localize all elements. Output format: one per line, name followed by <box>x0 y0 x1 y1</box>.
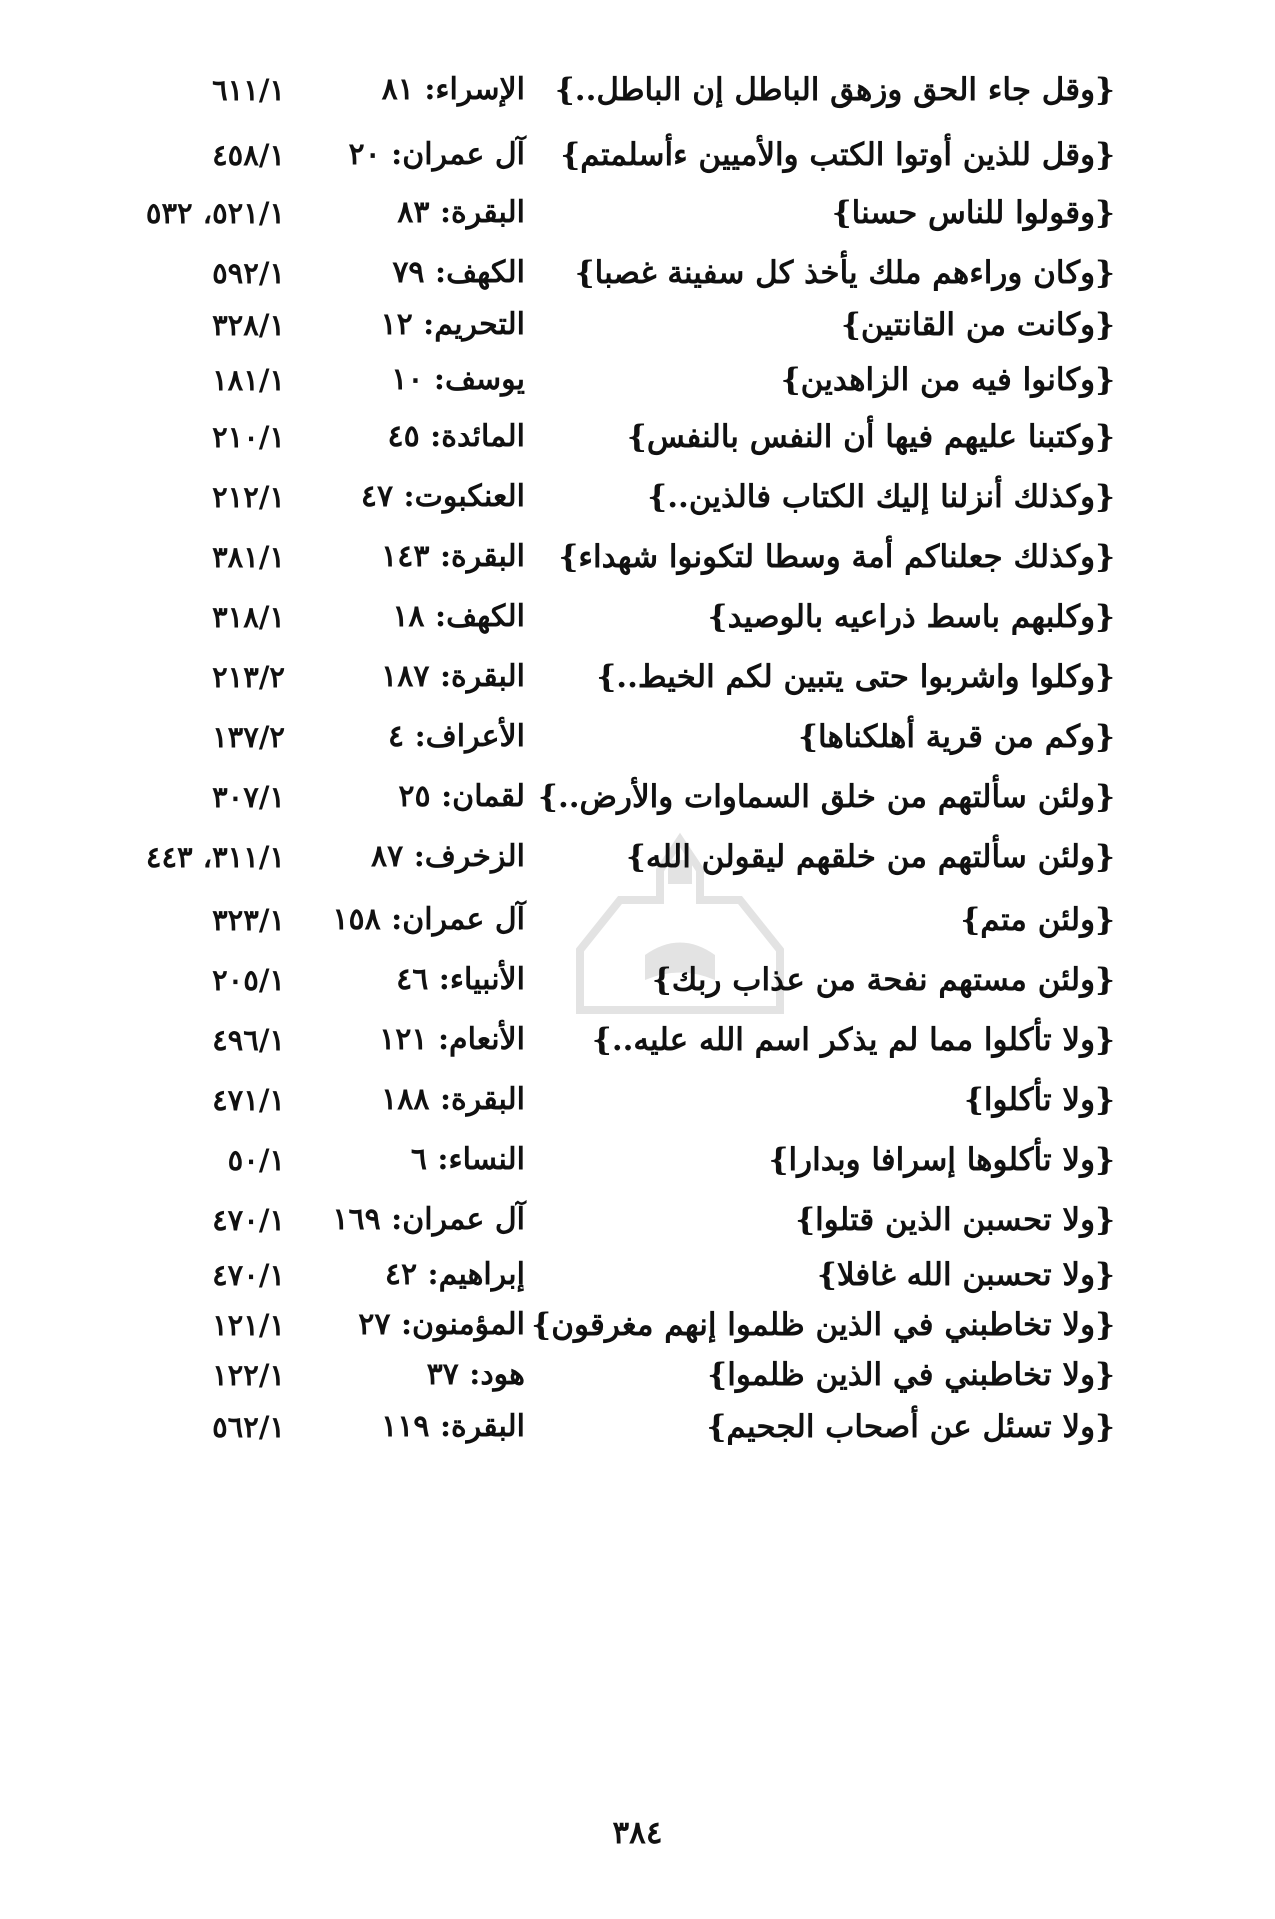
surah-reference: المؤمنون: ٢٧ <box>358 1307 525 1342</box>
verse-text: {ولا تحسبن الله غافلا} <box>816 1257 1115 1293</box>
page-reference: ٣١٨/١ <box>212 600 285 634</box>
verse-text: {وكذلك أنزلنا إليك الكتاب فالذين..} <box>647 479 1115 515</box>
surah-reference: آل عمران: ٢٠ <box>348 137 525 172</box>
surah-reference: البقرة: ١١٩ <box>381 1409 525 1444</box>
page-reference: ٥٢١/١، ٥٣٢ <box>145 196 285 230</box>
verse-text: {وكانوا فيه من الزاهدين} <box>780 362 1115 398</box>
page-reference: ٣٢٣/١ <box>212 903 285 937</box>
page-reference: ٢١٠/١ <box>212 420 285 454</box>
surah-reference: الأعراف: ٤ <box>388 719 525 754</box>
verse-text: {وقل للذين أوتوا الكتب والأميين ءأسلمتم} <box>560 137 1115 173</box>
surah-reference: يوسف: ١٠ <box>391 362 525 397</box>
verse-text: {وقولوا للناس حسنا} <box>831 195 1115 231</box>
page-reference: ٥٠/١ <box>227 1143 285 1177</box>
surah-reference: الأنبياء: ٤٦ <box>396 962 525 997</box>
page-reference: ٤٩٦/١ <box>212 1023 285 1057</box>
surah-reference: هود: ٣٧ <box>426 1357 525 1392</box>
verse-text: {وكان وراءهم ملك يأخذ كل سفينة غصبا} <box>574 255 1115 291</box>
surah-reference: الإسراء: ٨١ <box>381 72 525 107</box>
page-reference: ١٢٢/١ <box>212 1358 285 1392</box>
surah-reference: البقرة: ١٨٧ <box>381 659 525 694</box>
verse-text: {وكلبهم باسط ذراعيه بالوصيد} <box>707 599 1115 635</box>
surah-reference: المائدة: ٤٥ <box>387 419 525 454</box>
page-reference: ١٨١/١ <box>212 363 285 397</box>
page-reference: ٤٧١/١ <box>212 1083 285 1117</box>
page-reference: ٣٠٧/١ <box>212 780 285 814</box>
verse-text: {وكذلك جعلناكم أمة وسطا لتكونوا شهداء} <box>558 539 1115 575</box>
page-reference: ٢١٢/١ <box>212 480 285 514</box>
surah-reference: إبراهيم: ٤٢ <box>384 1257 525 1292</box>
verse-text: {ولا تخاطبني في الذين ظلموا} <box>707 1357 1115 1393</box>
verse-text: {ولا تأكلوا} <box>963 1082 1115 1118</box>
page-reference: ٥٦٢/١ <box>212 1410 285 1444</box>
surah-reference: البقرة: ١٤٣ <box>381 539 525 574</box>
page-reference: ٢١٣/٢ <box>212 660 285 694</box>
surah-reference: البقرة: ٨٣ <box>397 195 525 230</box>
index-entry <box>0 55 1275 125</box>
verse-text: {وكم من قرية أهلكناها} <box>798 719 1115 755</box>
verse-text: {ولا تأكلوا مما لم يذكر اسم الله عليه..} <box>591 1022 1115 1058</box>
surah-reference: آل عمران: ١٥٨ <box>332 902 525 937</box>
verse-text: {ولئن متم} <box>960 902 1115 938</box>
page-reference: ٣٢٨/١ <box>212 308 285 342</box>
surah-reference: آل عمران: ١٦٩ <box>332 1202 525 1237</box>
surah-reference: العنكبوت: ٤٧ <box>360 479 525 514</box>
page-reference: ١٣٧/٢ <box>212 720 285 754</box>
page-reference: ٤٧٠/١ <box>212 1203 285 1237</box>
surah-reference: الزخرف: ٨٧ <box>371 839 525 874</box>
verse-text: {ولا تأكلوها إسرافا وبدارا} <box>768 1142 1115 1178</box>
verse-text: {وكلوا واشربوا حتى يتبين لكم الخيط..} <box>596 659 1115 695</box>
surah-reference: البقرة: ١٨٨ <box>381 1082 525 1117</box>
verse-text: {ولا تحسبن الذين قتلوا} <box>795 1202 1115 1238</box>
page-reference: ١٢١/١ <box>212 1308 285 1342</box>
index-entry <box>0 822 1275 892</box>
surah-reference: النساء: ٦ <box>410 1142 525 1177</box>
surah-reference: الكهف: ١٨ <box>392 599 525 634</box>
page-reference: ٦١١/١ <box>212 73 285 107</box>
verse-text: {وكتبنا عليهم فيها أن النفس بالنفس} <box>626 419 1115 455</box>
verse-text: {ولا تخاطبني في الذين ظلموا إنهم مغرقون} <box>531 1307 1115 1343</box>
verse-text: {ولا تسئل عن أصحاب الجحيم} <box>706 1409 1115 1445</box>
index-entry <box>0 1392 1275 1462</box>
surah-reference: لقمان: ٢٥ <box>398 779 525 814</box>
verse-text: {وكانت من القانتين} <box>840 307 1115 343</box>
surah-reference: التحريم: ١٢ <box>380 307 525 342</box>
page-reference: ٤٥٨/١ <box>212 138 285 172</box>
surah-reference: الكهف: ٧٩ <box>392 255 525 290</box>
page-reference: ٤٧٠/١ <box>212 1258 285 1292</box>
page-reference: ٥٩٢/١ <box>212 256 285 290</box>
verse-text: {وقل جاء الحق وزهق الباطل إن الباطل..} <box>554 72 1115 108</box>
page-reference: ٣٨١/١ <box>212 540 285 574</box>
page-reference: ٢٠٥/١ <box>212 963 285 997</box>
verse-text: {ولئن مستهم نفحة من عذاب ربك} <box>651 962 1115 998</box>
page-number: ٣٨٤ <box>612 1815 663 1851</box>
verse-text: {ولئن سألتهم من خلقهم ليقولن الله} <box>625 839 1115 875</box>
surah-reference: الأنعام: ١٢١ <box>379 1022 525 1057</box>
verse-text: {ولئن سألتهم من خلق السماوات والأرض..} <box>538 779 1115 815</box>
page-reference: ٣١١/١، ٤٤٣ <box>145 840 285 874</box>
